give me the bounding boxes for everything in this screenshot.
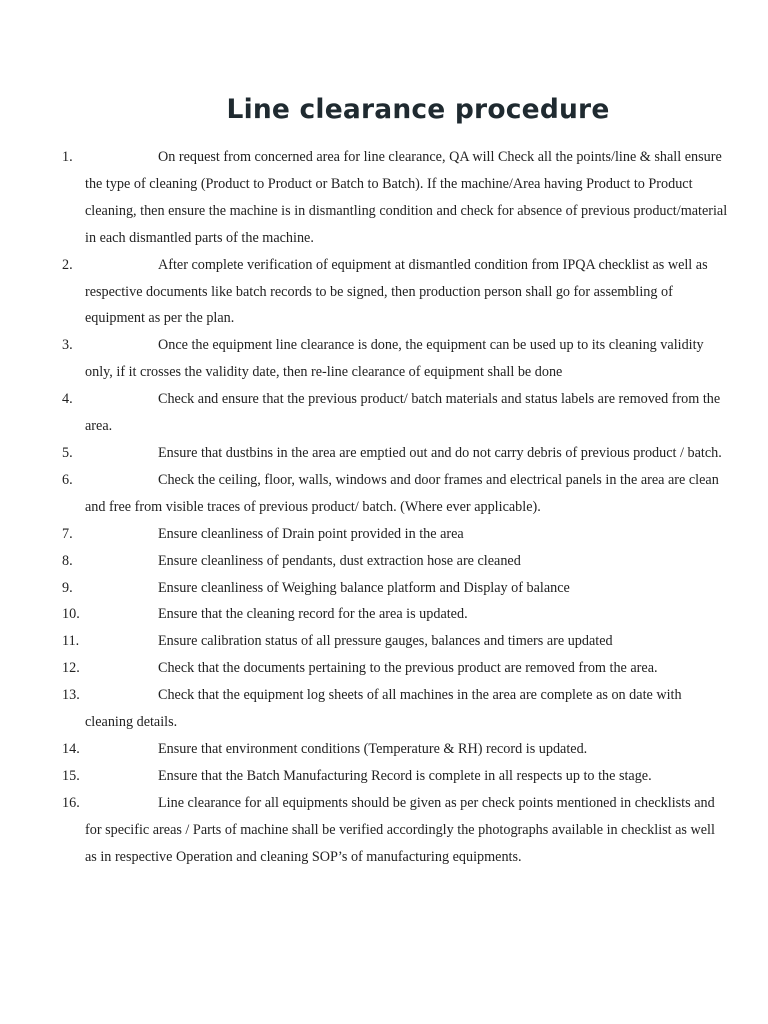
item-number: 11. bbox=[62, 633, 80, 650]
list-item bbox=[0, 440, 768, 467]
item-text: Ensure that the cleaning record for the area is updated. bbox=[158, 606, 468, 623]
list-item bbox=[0, 628, 768, 655]
list-item bbox=[0, 601, 768, 628]
list-item bbox=[0, 467, 768, 521]
item-text: Check that the documents pertaining to the previous product are removed from the area. bbox=[158, 660, 658, 677]
document-title: Line clearance procedure bbox=[226, 94, 610, 125]
item-text: Ensure that environment conditions (Temperature & RH) record is updated. bbox=[158, 740, 588, 757]
item-number: 1. bbox=[62, 149, 73, 165]
list-item bbox=[0, 521, 768, 548]
list-item bbox=[0, 763, 768, 790]
item-text: Line clearance for all equipments should be given as per check points mentioned in checklists and for specific areas / Parts of machine shall be verified accordingly the photographs available in checklist as well as in respective Operation and cleaning SOP’s of manufacturing equipments. bbox=[85, 794, 715, 865]
list-item bbox=[0, 332, 768, 386]
list-item bbox=[0, 144, 768, 252]
item-text: Ensure that the Batch Manufacturing Record is complete in all respects up to the stage. bbox=[158, 767, 652, 784]
list-item bbox=[0, 682, 768, 736]
item-number: 9. bbox=[62, 579, 73, 596]
item-text: Once the equipment line clearance is done, the equipment can be used up to its cleaning validity only, if it crosses the validity date, then re-line clearance of equipment shall be done bbox=[85, 337, 704, 381]
list-item bbox=[0, 252, 768, 333]
item-number: 2. bbox=[62, 256, 73, 273]
item-number: 5. bbox=[62, 444, 73, 461]
list-item bbox=[0, 386, 768, 440]
item-number: 13. bbox=[62, 687, 80, 704]
item-text: Ensure calibration status of all pressure gauges, balances and timers are updated bbox=[158, 633, 613, 650]
item-text: Ensure cleanliness of Drain point provided in the area bbox=[158, 525, 464, 542]
item-number: 6. bbox=[62, 471, 73, 488]
item-text: After complete verification of equipment at dismantled condition from IPQA checklist as well as respective documents like batch records to be signed, then production person shall go for assembling of equipment as per the plan. bbox=[85, 256, 708, 327]
list-item bbox=[0, 548, 768, 575]
list-item bbox=[0, 736, 768, 763]
item-text: Check the ceiling, floor, walls, windows and door frames and electrical panels in the area are clean and free from visible traces of previous product/ batch. (Where ever applicable). bbox=[85, 471, 719, 515]
item-number: 12. bbox=[62, 660, 80, 677]
item-number: 3. bbox=[62, 337, 73, 354]
item-text: Check and ensure that the previous product/ batch materials and status labels are removed from the area. bbox=[85, 391, 721, 435]
item-text: Check that the equipment log sheets of all machines in the area are complete as on date with cleaning details. bbox=[85, 687, 682, 731]
item-text: On request from concerned area for line clearance, QA will Check all the points/line & shall ensure the type of cleaning (Product to Product or Batch to Batch). If the machine/Area having Product to Product cleaning, then ensure the machine is in dismantling condition and check for absence of previous product/material in each dismantled parts of the machine. bbox=[85, 149, 728, 246]
procedure-list bbox=[0, 144, 768, 870]
item-text: Ensure cleanliness of Weighing balance platform and Display of balance bbox=[158, 579, 570, 596]
item-number: 15. bbox=[62, 767, 80, 784]
list-item bbox=[0, 575, 768, 602]
item-text: Ensure cleanliness of pendants, dust extraction hose are cleaned bbox=[158, 552, 521, 569]
item-number: 7. bbox=[62, 525, 73, 542]
item-number: 10. bbox=[62, 606, 80, 623]
list-item bbox=[0, 655, 768, 682]
item-number: 4. bbox=[62, 391, 73, 408]
list-item bbox=[0, 790, 768, 871]
item-number: 14. bbox=[62, 740, 80, 757]
item-text: Ensure that dustbins in the area are emptied out and do not carry debris of previous product / batch. bbox=[158, 444, 722, 461]
item-number: 16. bbox=[62, 794, 80, 811]
item-number: 8. bbox=[62, 552, 73, 569]
